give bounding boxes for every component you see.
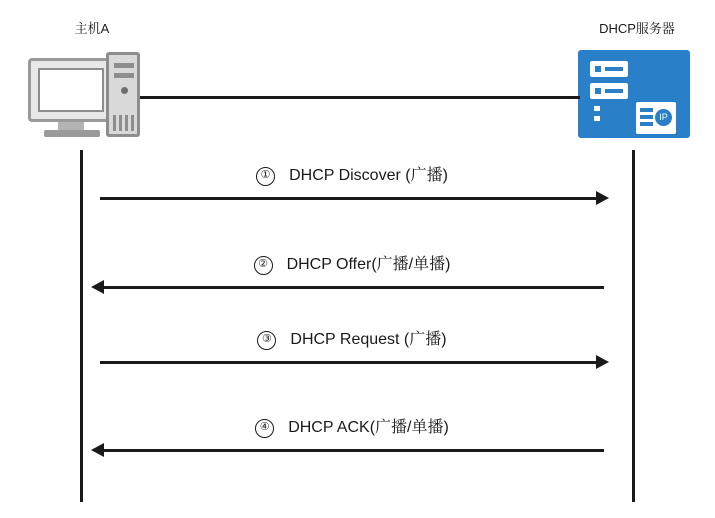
message-1-arrowhead	[596, 191, 609, 205]
message-1	[92, 162, 612, 222]
message-2-line	[100, 286, 604, 289]
message-2-arrowhead	[91, 280, 104, 294]
server-lifeline	[632, 150, 635, 502]
message-4	[92, 414, 612, 474]
message-1-text: DHCP Discover (广播)	[289, 167, 448, 184]
message-1-line	[100, 197, 604, 200]
server-unit-1	[590, 61, 628, 77]
client-node-label: 主机A	[74, 21, 110, 36]
monitor-screen	[38, 68, 104, 112]
message-2-number: ②	[254, 256, 273, 275]
tower-power-button	[121, 87, 128, 94]
tower-drive-bay-2	[114, 73, 134, 78]
message-1-label	[92, 162, 612, 186]
server-unit-2	[590, 83, 628, 99]
message-3-line	[100, 361, 604, 364]
server-icon	[578, 50, 690, 138]
message-3	[92, 326, 612, 386]
message-4-label	[92, 414, 612, 438]
message-4-arrowhead	[91, 443, 104, 457]
ip-card-lines	[640, 108, 653, 128]
message-2	[92, 251, 612, 311]
message-3-number: ③	[257, 331, 276, 350]
message-3-arrowhead	[596, 355, 609, 369]
client-lifeline	[80, 150, 83, 502]
monitor-body	[28, 58, 114, 122]
desktop-computer-icon	[28, 52, 146, 140]
message-3-text: DHCP Request (广播)	[290, 331, 447, 348]
network-link-line	[140, 96, 580, 99]
computer-tower	[106, 52, 140, 137]
monitor-stand	[58, 122, 84, 130]
ip-address-card-icon	[636, 102, 676, 134]
server-status-dots	[594, 106, 600, 126]
message-1-number: ①	[256, 167, 275, 186]
message-4-number: ④	[255, 419, 274, 438]
server-node-label: DHCP服务器	[599, 21, 675, 36]
server-led-1	[595, 66, 601, 72]
tower-vents	[113, 115, 135, 131]
server-slot-1	[605, 67, 623, 71]
server-slot-2	[605, 89, 623, 93]
server-led-2	[595, 88, 601, 94]
message-3-label	[92, 326, 612, 350]
message-2-text: DHCP Offer(广播/单播)	[286, 256, 451, 273]
message-4-line	[100, 449, 604, 452]
ip-badge: IP	[655, 109, 672, 126]
message-2-label	[92, 251, 612, 275]
message-4-text: DHCP ACK(广播/单播)	[288, 419, 449, 436]
monitor-base	[44, 130, 100, 137]
tower-drive-bay-1	[114, 63, 134, 68]
